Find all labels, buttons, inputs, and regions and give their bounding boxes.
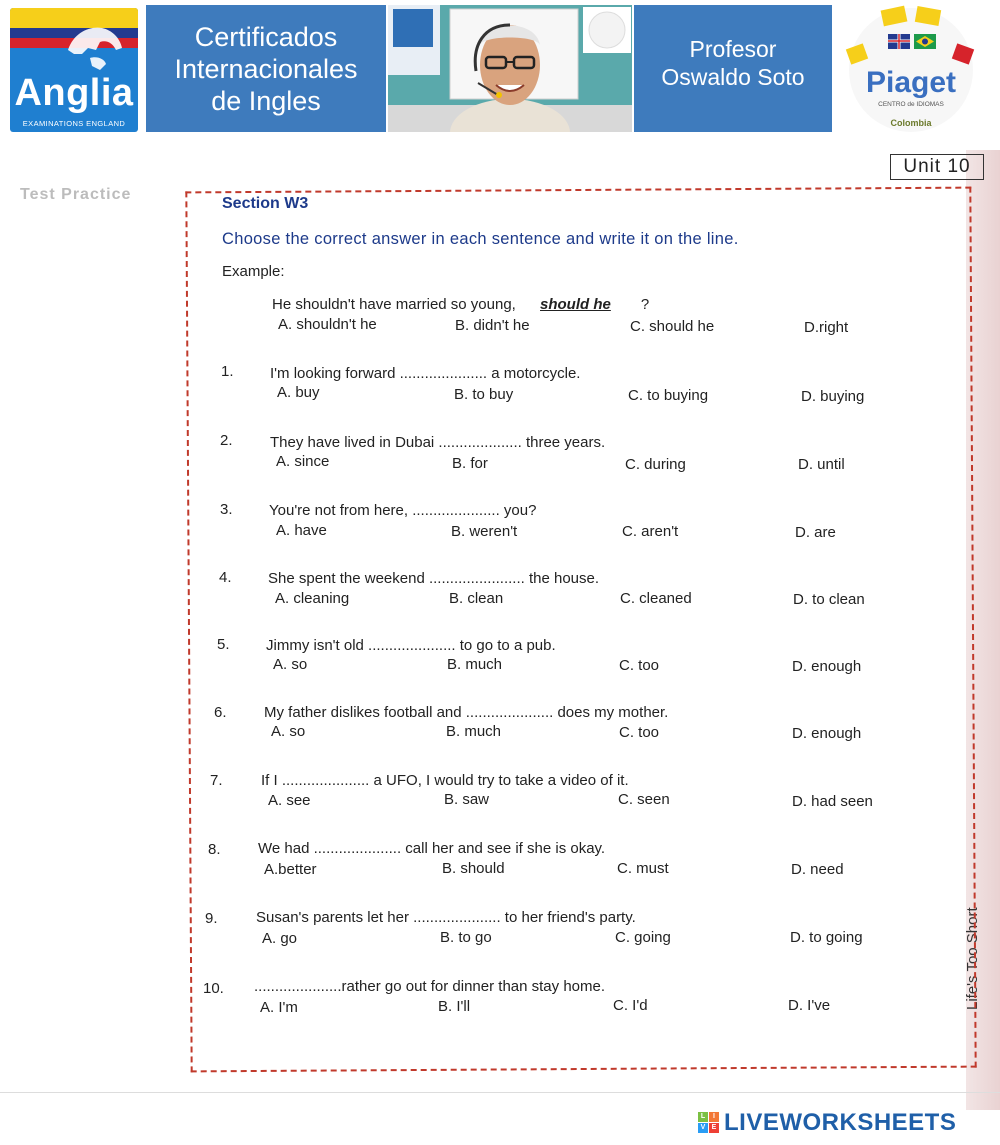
option-b: B. should — [442, 860, 505, 877]
question-text[interactable]: You're not from here, ..................... you? — [269, 502, 537, 519]
option-c: C. seen — [618, 791, 670, 808]
piaget-brand-text: Piaget — [865, 66, 957, 99]
question-text[interactable]: She spent the weekend ....................... the house. — [268, 570, 600, 587]
teacher-line-2: Oswaldo Soto — [661, 64, 805, 90]
question-text[interactable]: If I ..................... a UFO, I would try to take a video of it. — [261, 772, 629, 789]
example-option-c: C. should he — [630, 318, 715, 335]
option-a: A. since — [276, 453, 330, 470]
example-option-d: D.right — [804, 319, 849, 336]
example-answer: should he — [540, 296, 611, 313]
option-d: D. are — [795, 524, 836, 541]
option-d: D. had seen — [792, 793, 873, 810]
option-c: C. too — [619, 724, 660, 741]
option-d: D. until — [798, 456, 845, 473]
piaget-logo — [838, 4, 984, 134]
liveworksheets-icon: L I V E — [698, 1112, 720, 1134]
option-d: D. I've — [788, 997, 831, 1014]
option-a: A. have — [276, 522, 327, 539]
teacher-name — [634, 35, 832, 91]
anglia-subtitle: EXAMINATIONS ENGLAND — [22, 119, 126, 128]
banner-title-line-1: Certificados — [194, 22, 338, 52]
title-panel — [146, 5, 386, 132]
liveworksheets-watermark — [698, 1108, 956, 1138]
option-b: B. weren't — [451, 523, 518, 540]
teacher-panel — [634, 5, 832, 132]
option-a: A. cleaning — [275, 590, 350, 607]
question-text[interactable]: I'm looking forward ..................... a motorcycle. — [270, 365, 581, 382]
option-b: B. much — [446, 723, 502, 740]
question-number: 5. — [217, 636, 230, 653]
piaget-subtitle: CENTRO de IDIOMAS — [878, 101, 944, 108]
question-number: 2. — [220, 432, 233, 449]
question-number: 3. — [220, 501, 233, 518]
page-bottom-line — [0, 1092, 1000, 1093]
option-c: C. cleaned — [620, 590, 692, 607]
question-text[interactable]: Jimmy isn't old ..................... to go to a pub. — [266, 637, 556, 654]
example-sentence — [272, 296, 649, 313]
option-b: B. I'll — [438, 998, 471, 1015]
option-c: C. during — [625, 456, 686, 473]
instruction-text: Choose the correct answer in each sentence and write it on the line. — [222, 230, 739, 248]
banner-title — [146, 21, 386, 117]
question-text[interactable]: Susan's parents let her ..................... to her friend's party. — [256, 909, 636, 926]
option-d: D. buying — [801, 388, 865, 405]
option-b: B. for — [452, 455, 488, 472]
option-a: A. buy — [277, 384, 320, 401]
example-sentence-before: He shouldn't have married so young, — [272, 296, 516, 313]
example-label: Example: — [222, 263, 285, 280]
option-c: C. too — [619, 657, 660, 674]
section-title: Section W3 — [222, 195, 309, 212]
question-number: 1. — [221, 363, 234, 380]
option-d: D. to going — [790, 929, 863, 946]
banner-title-line-2: Internacionales — [174, 54, 358, 84]
anglia-logo — [10, 8, 138, 132]
question-text[interactable]: They have lived in Dubai .................... three years. — [270, 434, 606, 451]
piaget-country: Colombia — [890, 118, 932, 128]
anglia-brand-text: Anglia — [14, 72, 134, 114]
spine-title: Life's Too Short — [964, 907, 981, 1010]
header-banner — [0, 0, 1000, 140]
option-d: D. to clean — [793, 591, 865, 608]
unit-label: Unit 10 — [890, 154, 984, 180]
globe-map-icon — [60, 20, 130, 78]
question-number: 4. — [219, 569, 232, 586]
question-text[interactable]: My father dislikes football and ..................... does my mother. — [264, 704, 669, 721]
option-a: A. so — [273, 656, 308, 673]
question-number: 8. — [208, 841, 221, 858]
teacher-photo-illustration — [388, 5, 632, 132]
question-number: 9. — [205, 910, 218, 927]
question-text[interactable]: .....................rather go out for dinner than stay home. — [254, 978, 606, 995]
question-number: 6. — [214, 704, 227, 721]
option-c: C. going — [615, 929, 671, 946]
question-text[interactable]: We had ..................... call her and see if she is okay. — [258, 840, 606, 857]
option-c: C. must — [617, 860, 669, 877]
option-b: B. clean — [449, 590, 504, 607]
option-b: B. to go — [440, 929, 492, 946]
option-c: C. I'd — [613, 997, 648, 1014]
option-b: B. much — [447, 656, 503, 673]
option-b: B. to buy — [454, 386, 514, 403]
option-b: B. saw — [444, 791, 490, 808]
option-d: D. enough — [792, 658, 862, 675]
liveworksheets-text: LIVEWORKSHEETS — [724, 1109, 957, 1136]
option-a: A. go — [262, 930, 298, 947]
question-number: 7. — [210, 772, 223, 789]
example-sentence-after: ? — [640, 296, 650, 313]
test-practice-label: Test Practice — [20, 186, 132, 203]
teacher-photo — [388, 5, 632, 132]
example-option-a: A. shouldn't he — [278, 316, 377, 333]
option-c: C. aren't — [622, 523, 679, 540]
question-number: 10. — [203, 980, 224, 997]
option-a: A. see — [268, 792, 311, 809]
option-d: D. need — [791, 861, 844, 878]
example-option-b: B. didn't he — [455, 317, 530, 334]
banner-title-line-3: de Ingles — [211, 86, 321, 116]
option-a: A.better — [264, 861, 317, 878]
option-c: C. to buying — [628, 387, 709, 404]
option-d: D. enough — [792, 725, 862, 742]
option-a: A. so — [271, 723, 306, 740]
teacher-line-1: Profesor — [689, 36, 777, 62]
option-a: A. I'm — [260, 999, 298, 1016]
